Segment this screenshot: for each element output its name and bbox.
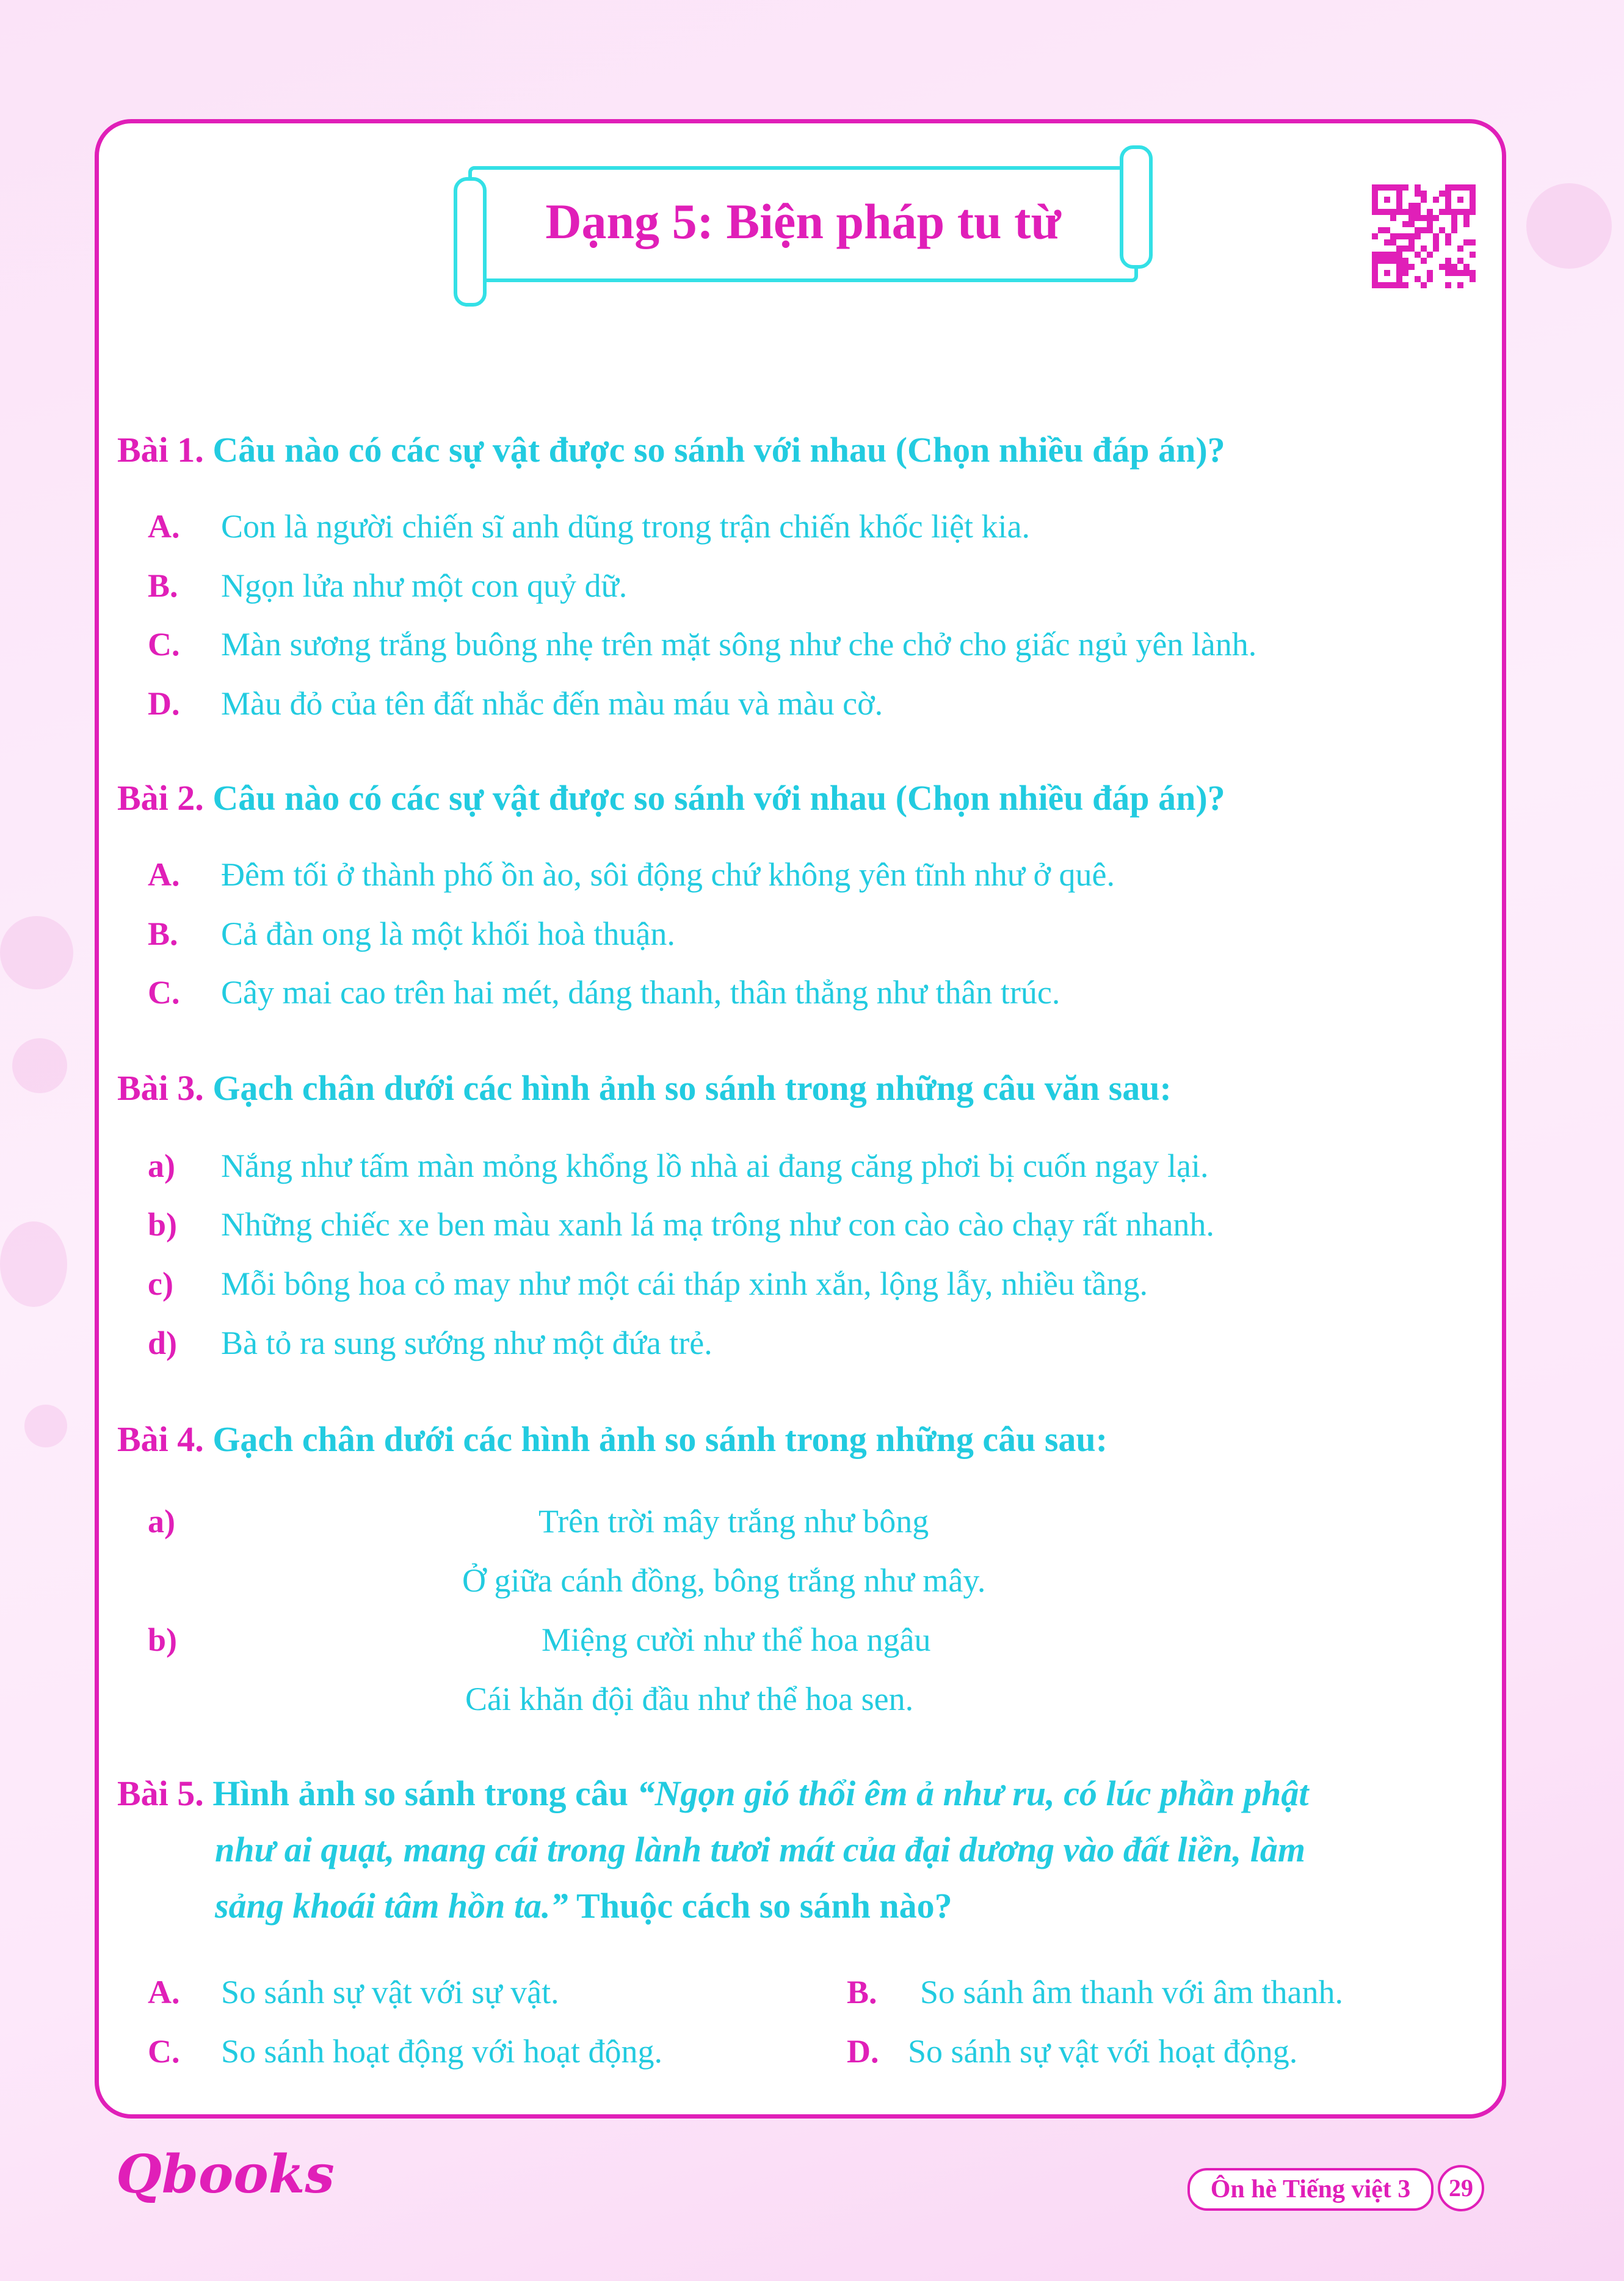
- question-4-label: Bài 4.: [117, 1419, 204, 1459]
- question-5-quote-2: như ai quạt, mang cái trong lành tươi mát của đại dương vào đất liền, làm: [215, 1830, 1305, 1869]
- option-text: So sánh hoạt động với hoạt động.: [221, 2033, 663, 2070]
- title-banner: [468, 166, 1138, 282]
- option-text: Màu đỏ của tên đất nhắc đến màu máu và màu cờ.: [221, 685, 883, 722]
- question-1: [117, 423, 1485, 478]
- option-text: So sánh âm thanh với âm thanh.: [920, 1974, 1343, 2010]
- option-text: So sánh sự vật với sự vật.: [221, 1974, 559, 2010]
- question-5-quote-3: sảng khoái tâm hồn ta.”: [215, 1886, 568, 1926]
- option-key: A.: [148, 508, 180, 545]
- qr-code-icon[interactable]: [1372, 184, 1476, 288]
- option-key: B.: [847, 1974, 877, 2010]
- question-2-text: Câu nào có các sự vật được so sánh với nhau (Chọn nhiều đáp án)?: [212, 778, 1225, 818]
- option-text: Cây mai cao trên hai mét, dáng thanh, thân thẳng như thân trúc.: [221, 974, 1060, 1011]
- page-number: 29: [1438, 2165, 1484, 2211]
- publisher-logo: Qbooks: [116, 2144, 335, 2205]
- book-title: Ôn hè Tiếng việt 3: [1187, 2168, 1434, 2211]
- background-blob: [0, 916, 73, 989]
- item-key: a): [148, 1148, 175, 1184]
- option-text: So sánh sự vật với hoạt động.: [908, 2033, 1298, 2070]
- question-2-label: Bài 2.: [117, 778, 204, 818]
- question-5-label: Bài 5.: [117, 1774, 204, 1813]
- q5-option-a[interactable]: [148, 1971, 559, 2014]
- option-text: Con là người chiến sĩ anh dũng trong trận chiến khốc liệt kia.: [221, 508, 1031, 545]
- question-5: [117, 1766, 1485, 1821]
- poem-b-key: b): [148, 1621, 178, 1658]
- item-key: b): [148, 1206, 178, 1243]
- q5-option-d[interactable]: [847, 2030, 1297, 2073]
- item-text: Bà tỏ ra sung sướng như một đứa trẻ.: [221, 1325, 712, 1361]
- item-text: Những chiếc xe ben màu xanh lá mạ trông như con cào cào chạy rất nhanh.: [221, 1206, 1214, 1243]
- item-text: Mỗi bông hoa cỏ may như một cái tháp xinh xắn, lộng lẫy, nhiều tầng.: [221, 1265, 1148, 1302]
- q2-option-b[interactable]: [148, 912, 675, 955]
- q5-option-b[interactable]: [847, 1971, 1343, 2014]
- background-blob: [12, 1038, 67, 1093]
- background-blob: [24, 1405, 67, 1447]
- item-key: c): [148, 1265, 173, 1302]
- item-text: Nắng như tấm màn mỏng khổng lồ nhà ai đang căng phơi bị cuốn ngay lại.: [221, 1148, 1209, 1184]
- question-4: [117, 1412, 1485, 1467]
- background-blob: [1526, 183, 1612, 269]
- poem-b-line-2: Cái khăn đội đầu như thể hoa sen.: [465, 1681, 914, 1717]
- page-title: Dạng 5: Biện pháp tu từ: [545, 194, 1061, 249]
- poem-a-line-2: Ở giữa cánh đồng, bông trắng như mây.: [462, 1562, 986, 1599]
- option-key: B.: [148, 567, 178, 604]
- question-2: [117, 771, 1485, 826]
- question-3: [117, 1061, 1485, 1116]
- option-key: A.: [148, 1974, 180, 2010]
- option-key: C.: [148, 2033, 180, 2070]
- question-3-label: Bài 3.: [117, 1068, 204, 1108]
- option-text: Cả đàn ong là một khối hoà thuận.: [221, 915, 675, 952]
- item-key: d): [148, 1325, 178, 1361]
- question-5-quote-1: “Ngọn gió thổi êm ả như ru, có lúc phần phật: [637, 1774, 1309, 1813]
- q3-item-a: [148, 1144, 1209, 1187]
- content-frame: [95, 119, 1506, 2119]
- option-key: C.: [148, 974, 180, 1011]
- poem-a-key: a): [148, 1503, 175, 1540]
- option-text: Ngọn lửa như một con quỷ dữ.: [221, 567, 628, 604]
- question-5-tail: Thuộc cách so sánh nào?: [576, 1886, 952, 1926]
- question-3-text: Gạch chân dưới các hình ảnh so sánh trong những câu văn sau:: [212, 1068, 1172, 1108]
- q1-option-b[interactable]: [148, 564, 627, 607]
- background-blob: [0, 1221, 67, 1307]
- q5-option-c[interactable]: [148, 2030, 662, 2073]
- question-5-cont-2: [215, 1879, 1485, 1934]
- q2-option-a[interactable]: [148, 853, 1115, 896]
- question-4-text: Gạch chân dưới các hình ảnh so sánh trong những câu sau:: [212, 1419, 1108, 1459]
- question-5-cont: [215, 1822, 1485, 1877]
- question-5-text: Hình ảnh so sánh trong câu: [212, 1774, 628, 1813]
- q1-option-c[interactable]: [148, 623, 1256, 666]
- poem-a-line-1: Trên trời mây trắng như bông: [538, 1503, 929, 1540]
- q3-item-c: [148, 1262, 1148, 1305]
- q3-item-d: [148, 1322, 712, 1364]
- poem-b-line-1: Miệng cười như thể hoa ngâu: [542, 1621, 931, 1658]
- q1-option-d[interactable]: [148, 682, 883, 725]
- option-key: C.: [148, 626, 180, 663]
- option-key: D.: [148, 685, 180, 722]
- option-text: Màn sương trắng buông nhẹ trên mặt sông như che chở cho giấc ngủ yên lành.: [221, 626, 1257, 663]
- option-text: Đêm tối ở thành phố ồn ào, sôi động chứ không yên tĩnh như ở quê.: [221, 856, 1115, 893]
- option-key: D.: [847, 2033, 879, 2070]
- option-key: B.: [148, 915, 178, 952]
- option-key: A.: [148, 856, 180, 893]
- question-1-text: Câu nào có các sự vật được so sánh với nhau (Chọn nhiều đáp án)?: [212, 430, 1225, 470]
- q3-item-b: [148, 1203, 1214, 1246]
- q2-option-c[interactable]: [148, 971, 1060, 1014]
- q1-option-a[interactable]: [148, 505, 1030, 548]
- question-1-label: Bài 1.: [117, 430, 204, 470]
